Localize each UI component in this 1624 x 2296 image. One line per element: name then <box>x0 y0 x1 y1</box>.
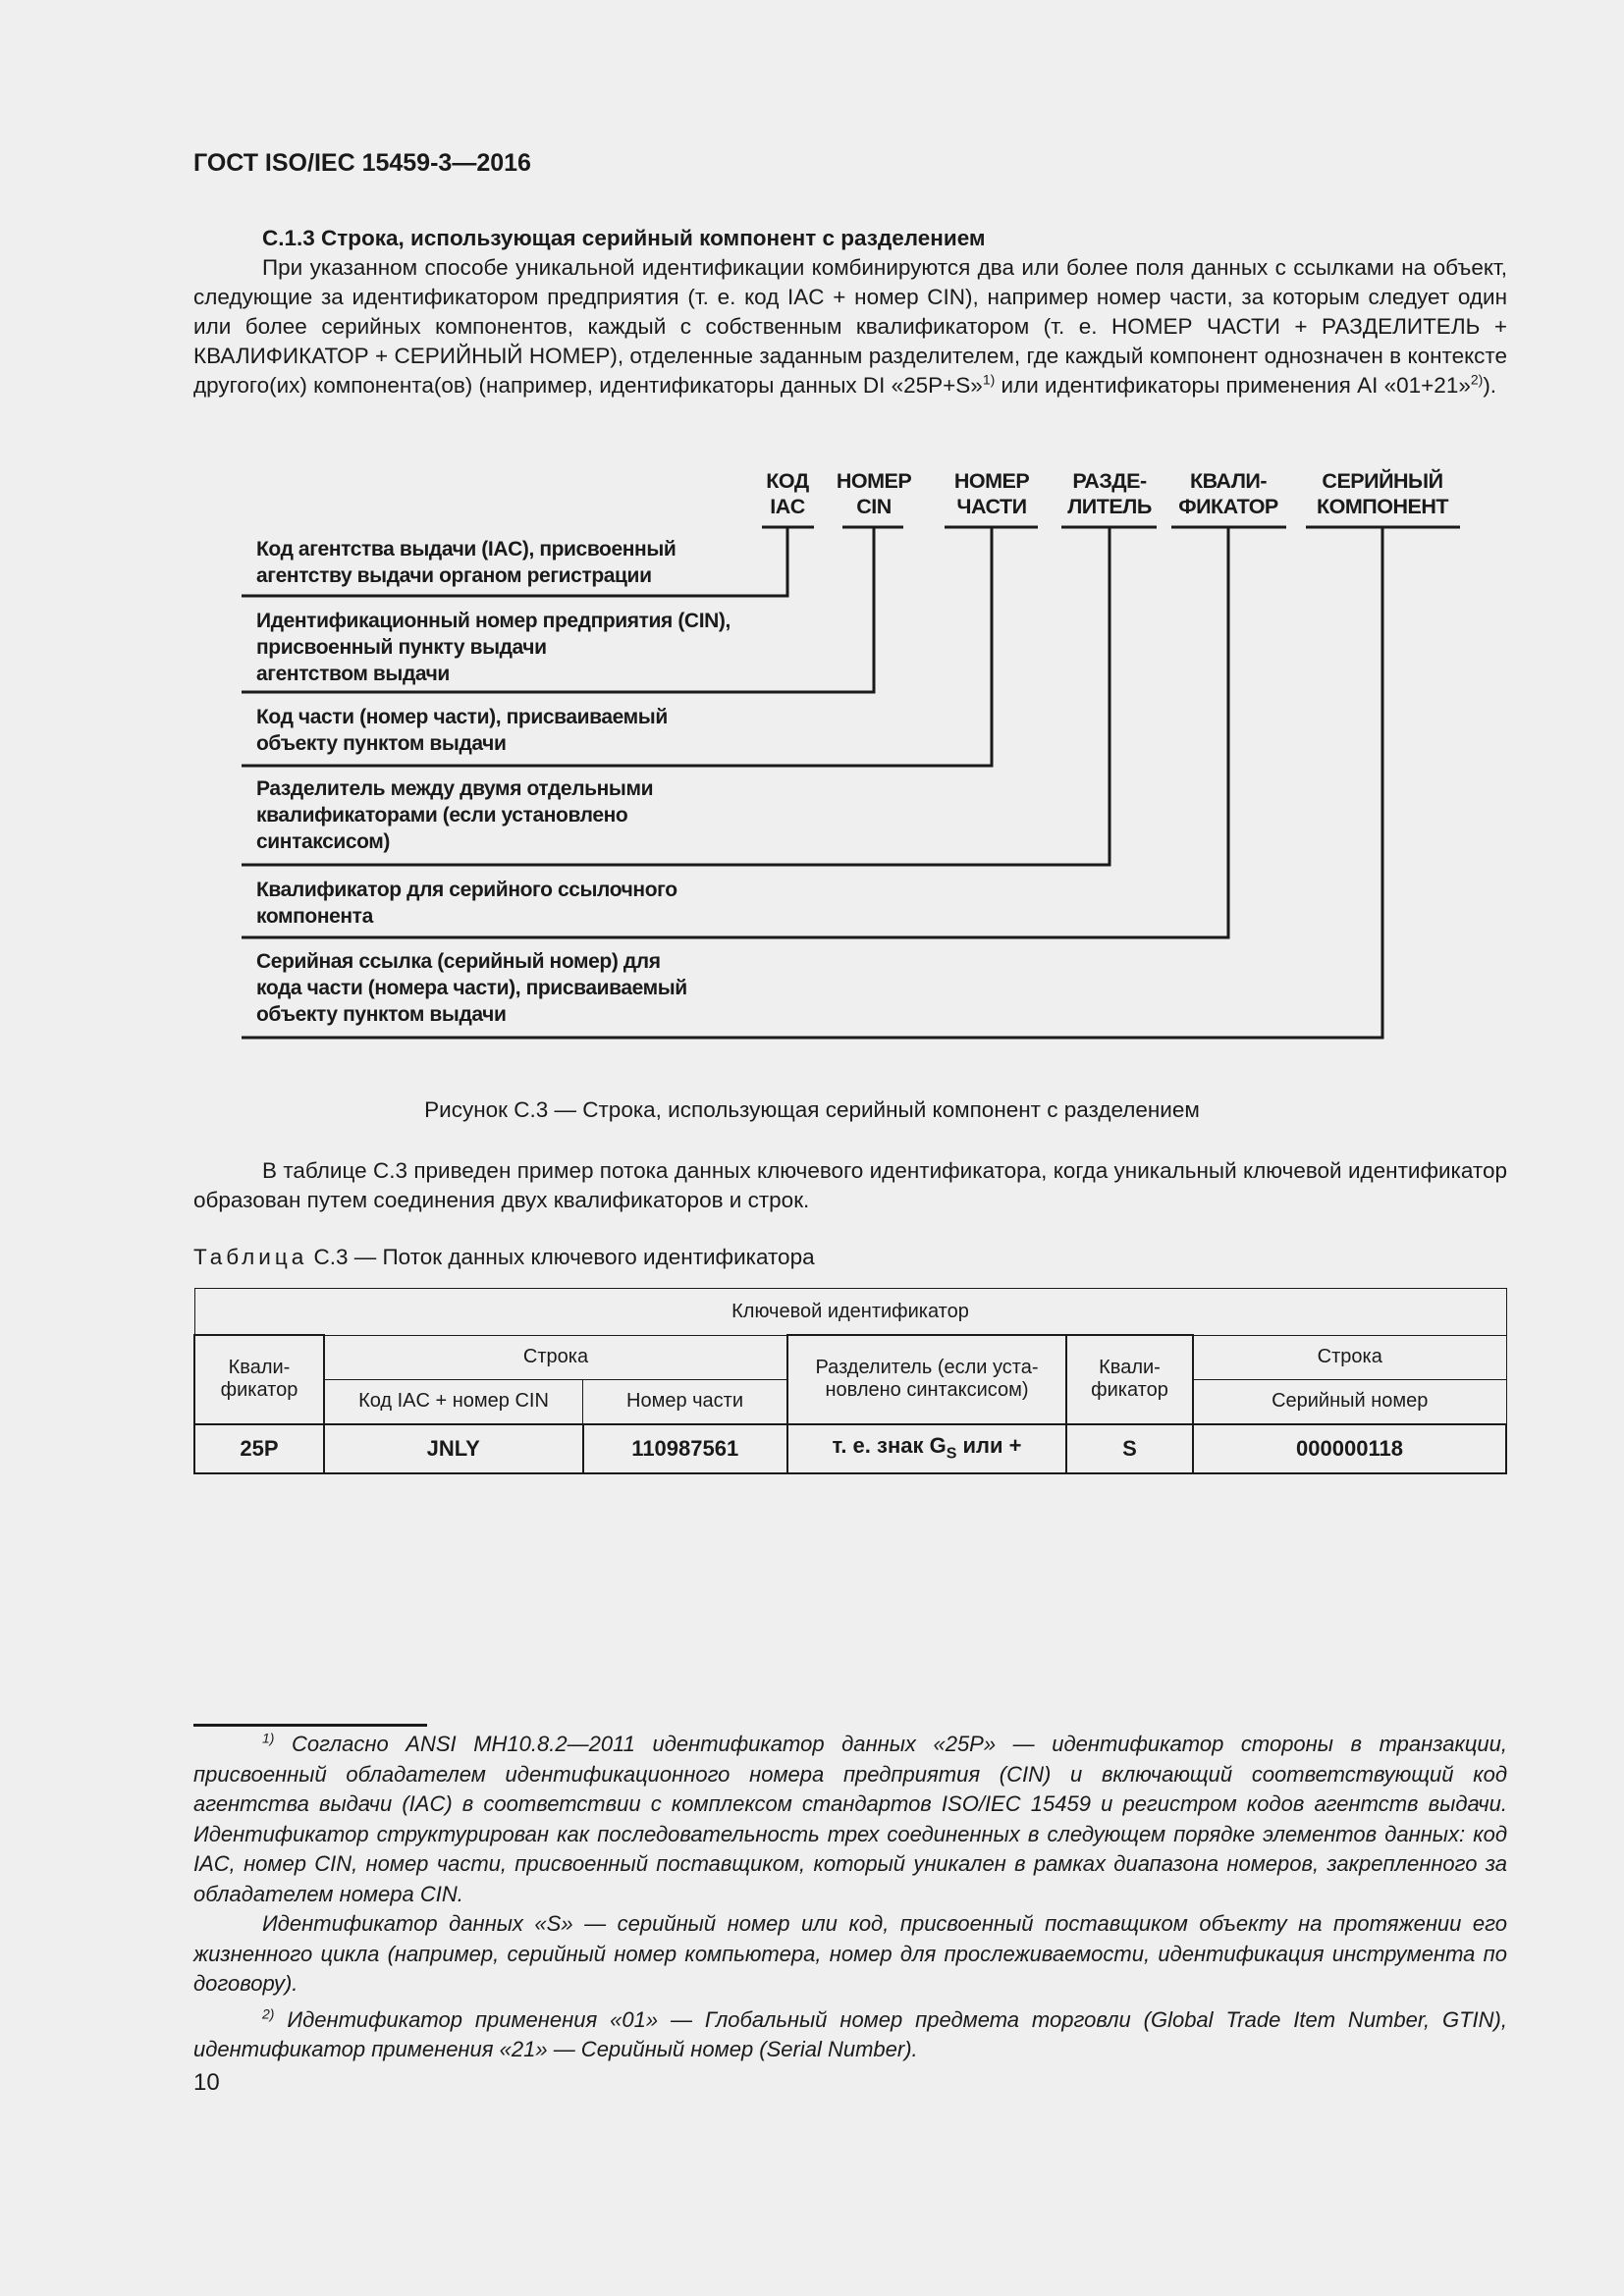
cell-qualifier-1: 25P <box>194 1424 324 1473</box>
diagram-row-qualifier: Квалификатор для серийного ссылочного компонента <box>256 879 677 928</box>
table-title: Ключевой идентификатор <box>194 1289 1506 1336</box>
figure-caption: Рисунок С.3 — Строка, использующая серийный компонент с разделением <box>424 1097 1200 1122</box>
diagram-row-separator: Разделитель между двумя отдельными квалификаторами (если установлено синтаксисом) <box>256 777 654 853</box>
header-separator: Разделитель (если уста-новлено синтаксисом) <box>787 1335 1066 1424</box>
document-header: ГОСТ ISO/IEC 15459-3—2016 <box>193 149 531 177</box>
footnote-2: $^{2)}$ Идентификатор применения «01» — Глобальный номер предмета торговли (Global Trade Item Number, GTIN), идентификатор применения «21» — Серийный номер (Serial Number). <box>193 2005 1507 2061</box>
header-string-1: Строка <box>324 1335 787 1379</box>
header-serial-number: Серийный номер <box>1193 1379 1506 1424</box>
column-header-cin: НОМЕР CIN <box>836 469 912 518</box>
header-part-number: Номер части <box>583 1379 788 1424</box>
diagram-row-serial: Серийная ссылка (серийный номер) для кода части (номера части), присваиваемый объекту пунктом выдачи <box>256 950 687 1026</box>
cell-serial-number: 000000118 <box>1193 1424 1506 1473</box>
header-qualifier-1: Квали-фикатор <box>194 1335 324 1424</box>
footnote-1-continued: Идентификатор данных «S» — серийный номер или код, присвоенный поставщиком объекту на протяжении его жизненного цикла (например, серийный номер компьютера, номер для прослеживаемости, идентификация инструмента по договору). <box>193 1911 1507 1996</box>
diagram-row-iac: Код агентства выдачи (IAC), присвоенный агентству выдачи органом регистрации <box>256 538 677 587</box>
section-heading: С.1.3 Строка, использующая серийный компонент с разделением <box>262 226 986 250</box>
paragraph-text: ). <box>1483 373 1497 398</box>
table-caption: Таблица С.3 — Поток данных ключевого идентификатора <box>193 1245 815 1269</box>
page-number: 10 <box>193 2069 220 2096</box>
header-iac-cin: Код IAC + номер CIN <box>324 1379 583 1424</box>
header-string-2: Строка <box>1193 1335 1506 1379</box>
column-header-serial-component: СЕРИЙНЫЙ КОМПОНЕНТ <box>1317 469 1448 518</box>
footnote-ref-1[interactable]: 1) <box>982 371 996 388</box>
table-row <box>194 1424 1506 1473</box>
diagram-row-part: Код части (номер части), присваиваемый объекту пунктом выдачи <box>256 706 668 755</box>
cell-qualifier-2: S <box>1066 1424 1193 1473</box>
footnote-1: $^{1)}$ Согласно ANSI MH10.8.2—2011 идентификатор данных «25P» — идентификатор стороны в транзакции, присвоенный обладателем идентификационного номера предприятия (CIN) и включающий соответствующий код агентства выдачи (IAC) в соответствии с комплексом стандартов ISO/IEC 15459 и регистром кодов агентств выдачи. Идентификатор структурирован как последовательность трех соединенных в следующем порядке элементов данных: код IAC, номер CIN, номер части, присвоенный поставщиком, который уникален в рамках диапазона номеров, закрепленного за обладателем номера CIN. <box>193 1730 1507 1906</box>
column-header-separator: РАЗДЕ- ЛИТЕЛЬ <box>1067 469 1152 518</box>
column-header-qualifier: КВАЛИ- ФИКАТОР <box>1178 469 1278 518</box>
paragraph-text: или идентификаторы применения AI «01+21» <box>995 373 1471 398</box>
header-qualifier-2: Квали-фикатор <box>1066 1335 1193 1424</box>
column-header-iac: КОД IAC <box>766 469 809 518</box>
cell-iac-cin: JNLY <box>324 1424 583 1473</box>
column-header-part-number: НОМЕР ЧАСТИ <box>953 469 1030 518</box>
footnote-ref-2[interactable]: 2) <box>1470 371 1484 388</box>
cell-separator: т. е. знак $G_S$ или + <box>787 1424 1066 1473</box>
diagram-row-cin: Идентификационный номер предприятия (CIN), присвоенный пункту выдачи агентством выдачи <box>256 610 731 685</box>
cell-part-number: 110987561 <box>583 1424 788 1473</box>
footnotes <box>193 1730 1507 2065</box>
key-identifier-table <box>193 1288 1507 1474</box>
paragraph-text: При указанном способе уникальной идентификации комбинируются два или более поля данных с ссылками на объект, следующие за идентификатором предприятия (т. е. код IAC + номер CIN), например номер части, за которым следует один или более серийных компонентов, каждый с собственным квалификатором (т. е. НОМЕР ЧАСТИ + РАЗДЕЛИТЕЛЬ + КВАЛИФИКАТОР + СЕРИЙНЫЙ НОМЕР), отделенные заданным разделителем, где каждый компонент однозначен в контексте другого(их) компонента(ов) (например, идентификаторы данных DI «25P+S» <box>193 255 1507 398</box>
diagram-lines <box>0 0 1624 1080</box>
footnote-separator <box>193 1724 427 1727</box>
table-intro-paragraph: В таблице С.3 приведен пример потока данных ключевого идентификатора, когда уникальный ключевой идентификатор образован путем соединения двух квалификаторов и строк. <box>193 1158 1507 1212</box>
